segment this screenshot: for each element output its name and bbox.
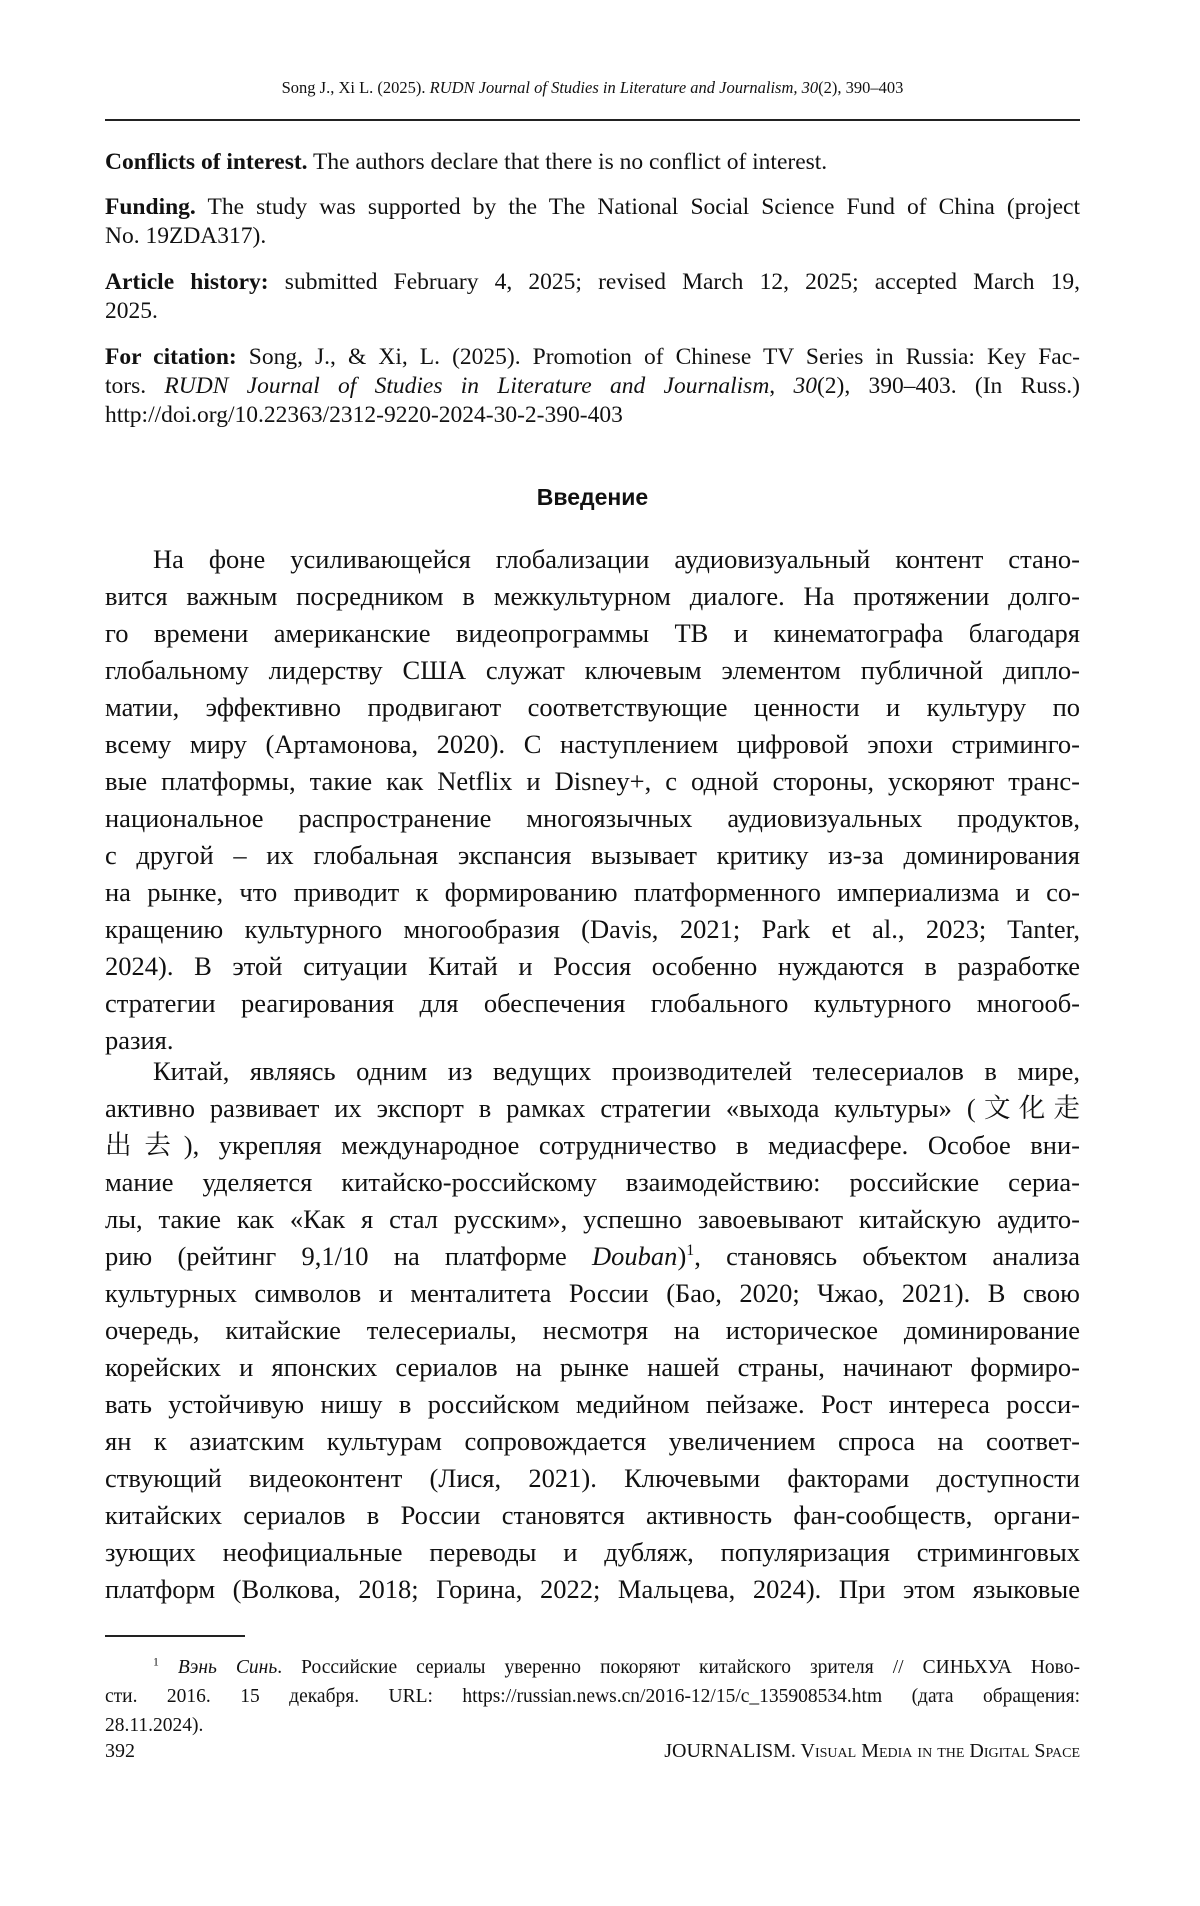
history-label: Article history:	[105, 269, 269, 295]
text-line: глобальному лидерству США служат ключевым элементом публичной дипло-	[105, 652, 1080, 689]
article-history	[105, 268, 1080, 326]
text-line: 2024). В этой ситуации Китай и Россия особенно нуждаются в разработке	[105, 948, 1080, 985]
text-line: платформ (Волкова, 2018; Горина, 2022; Мальцева, 2024). При этом языковые	[105, 1571, 1080, 1608]
text-line: ян к азиатским культурам сопровождается увеличением спроса на соответ-	[105, 1423, 1080, 1460]
paragraph	[105, 541, 1080, 1059]
history-text: submitted February 4, 2025; revised March 12, 2025; accepted March 19,	[269, 269, 1080, 295]
footnote	[105, 1653, 1080, 1740]
citation	[105, 343, 1080, 430]
text-line: с другой – их глобальная экспансия вызывает критику из-за доминирования	[105, 837, 1080, 874]
citation-text: Song, J., & Xi, L. (2025). Promotion of Chinese TV Series in Russia: Key Fac-	[237, 344, 1080, 370]
text-line: на рынке, что приводит к формированию платформенного империализма и со-	[105, 874, 1080, 911]
funding	[105, 193, 1080, 251]
text-line: Китай, являясь одним из ведущих производителей телесериалов в мире,	[105, 1053, 1080, 1090]
header-rule	[105, 119, 1080, 121]
section-heading: Введение	[105, 484, 1080, 511]
document-page	[0, 0, 1200, 1906]
header-issue: (2), 390–403	[818, 78, 903, 97]
citation-text: (2), 390–403. (In Russ.)	[817, 373, 1080, 399]
text-line: всему миру (Артамонова, 2020). С наступлением цифровой эпохи стриминго-	[105, 726, 1080, 763]
text-line: разия.	[105, 1022, 1080, 1059]
citation-text: ,	[769, 373, 793, 399]
doi-link[interactable]: http://doi.org/10.22363/2312-9220-2024-30-2-390-403	[105, 401, 1080, 430]
header-authors: Song J., Xi L. (2025).	[282, 78, 430, 97]
text-line: вые платформы, такие как Netflix и Disney+, с одной стороны, ускоряют транс-	[105, 763, 1080, 800]
text-line: кращению культурного многообразия (Davis, 2021; Park et al., 2023; Tanter,	[105, 911, 1080, 948]
footnote-text: 28.11.2024).	[105, 1711, 1080, 1740]
footnote-text: сти. 2016. 15 декабря. URL: https://russian.news.cn/2016-12/15/c_135908534.htm (дата обращения:	[105, 1682, 1080, 1711]
funding-text: No. 19ZDA317).	[105, 222, 1080, 251]
text-line: На фоне усиливающейся глобализации аудиовизуальный контент стано-	[105, 541, 1080, 578]
citation-label: For citation:	[105, 344, 237, 370]
text-line: китайских сериалов в России становятся активность фан-сообществ, органи-	[105, 1497, 1080, 1534]
text-line: национальное распространение многоязычных аудиовизуальных продуктов,	[105, 800, 1080, 837]
citation-volume: 30	[793, 373, 817, 399]
running-footer-title: JOURNALISM. Visual Media in the Digital Space	[664, 1740, 1080, 1763]
funding-text: The study was supported by the The National Social Science Fund of China (project	[196, 194, 1080, 220]
text-line: очередь, китайские телесериалы, несмотря на историческое доминирование	[105, 1312, 1080, 1349]
text-line: матии, эффективно продвигают соответствующие ценности и культуру по	[105, 689, 1080, 726]
page-number: 392	[105, 1740, 135, 1762]
text-line: корейских и японских сериалов на рынке нашей страны, начинают формиро-	[105, 1349, 1080, 1386]
footnote-author: Вэнь Синь	[178, 1657, 277, 1678]
conflicts-text: The authors declare that there is no conflict of interest.	[308, 149, 828, 175]
text-line: вать устойчивую нишу в российском медийном пейзаже. Рост интереса росси-	[105, 1386, 1080, 1423]
text-line: зующих неофициальные переводы и дубляж, популяризация стриминговых	[105, 1534, 1080, 1571]
text-line: вится важным посредником в межкультурном диалоге. На протяжении долго-	[105, 578, 1080, 615]
text-segment: )	[677, 1241, 686, 1271]
text-segment: , становясь объектом анализа	[694, 1241, 1080, 1271]
citation-journal: RUDN Journal of Studies in Literature and Journalism	[164, 373, 769, 399]
footnote-rule	[105, 1635, 245, 1637]
footnote-text: . Российские сериалы уверенно покоряют китайского зрителя // СИНЬХУА Ново-	[277, 1657, 1080, 1678]
conflicts-of-interest	[105, 148, 1080, 177]
paragraph	[105, 1053, 1080, 1608]
text-line	[105, 1238, 1080, 1275]
page-footer	[105, 1740, 1080, 1763]
text-segment: Douban	[592, 1241, 677, 1271]
footnote-number: 1	[153, 1656, 159, 1669]
funding-label: Funding.	[105, 194, 196, 220]
text-line: го времени американские видеопрограммы ТВ и кинематографа благодаря	[105, 615, 1080, 652]
footnote-reference[interactable]: 1	[686, 1242, 694, 1259]
text-line: 出去), укрепляя международное сотрудничество в медиасфере. Особое вни-	[105, 1127, 1080, 1164]
text-line: культурных символов и менталитета России (Бао, 2020; Чжао, 2021). В свою	[105, 1275, 1080, 1312]
text-line: лы, такие как «Как я стал русским», успешно завоевывают китайскую аудито-	[105, 1201, 1080, 1238]
citation-text: tors.	[105, 373, 164, 399]
conflicts-label: Conflicts of interest.	[105, 149, 308, 175]
header-journal: RUDN Journal of Studies in Literature and Journalism, 30	[430, 78, 819, 97]
text-line: ствующий видеоконтент (Лися, 2021). Ключевыми факторами доступности	[105, 1460, 1080, 1497]
history-text: 2025.	[105, 297, 1080, 326]
text-line: мание уделяется китайско-российскому взаимодействию: российские сериа-	[105, 1164, 1080, 1201]
text-segment: рию (рейтинг 9,1/10 на платформе	[105, 1241, 592, 1271]
running-header	[105, 78, 1080, 98]
text-line: активно развивает их экспорт в рамках стратегии «выхода культуры» (文化走	[105, 1090, 1080, 1127]
text-line: стратегии реагирования для обеспечения глобального культурного многооб-	[105, 985, 1080, 1022]
